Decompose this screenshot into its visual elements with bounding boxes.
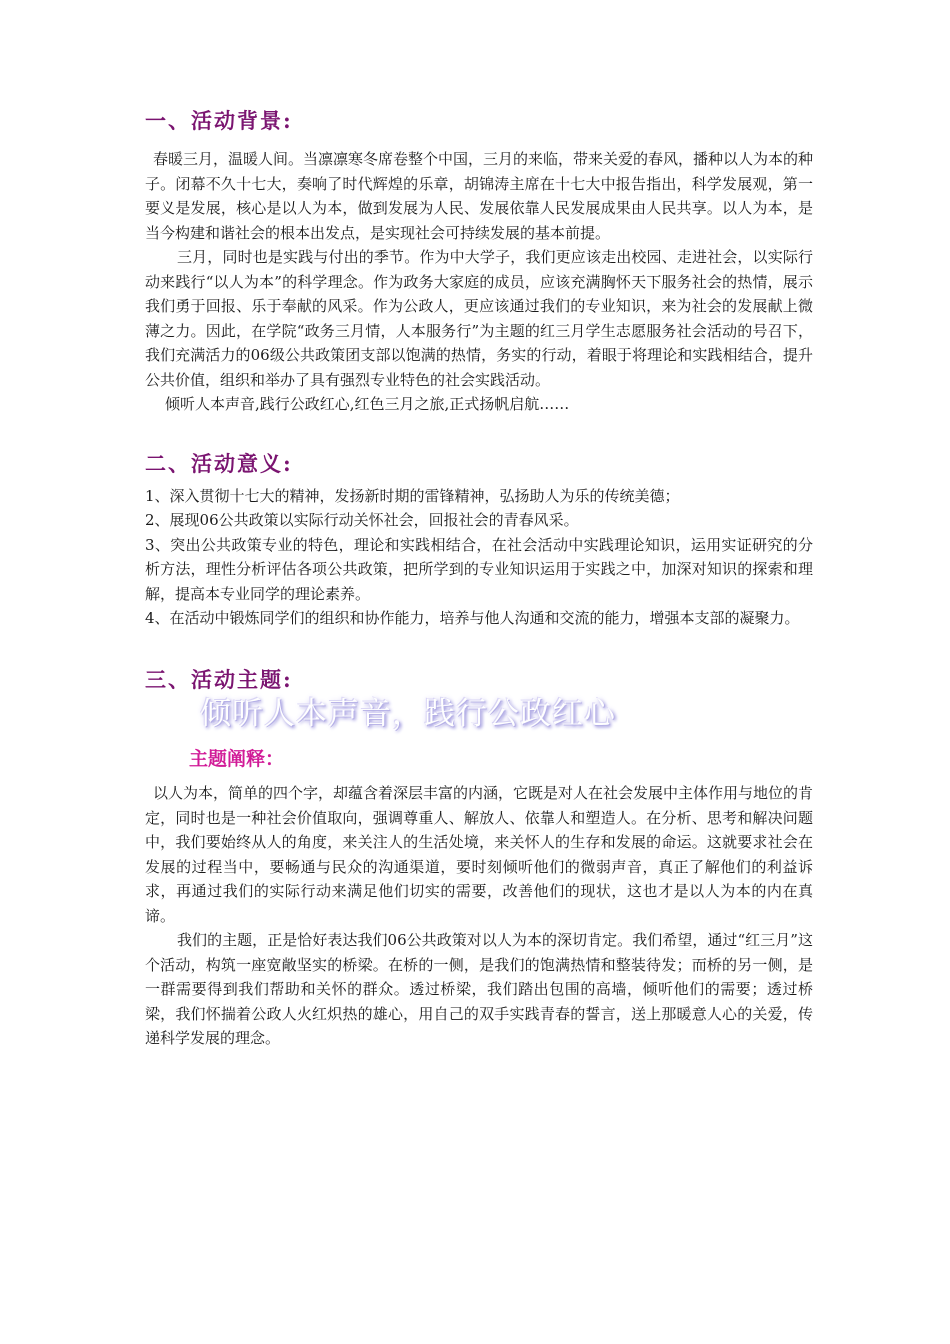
significance-item-2: 2、展现06公共政策以实际行动关怀社会，回报社会的青春风采。 [145,511,579,530]
section-heading-significance: 二、活动意义: [145,450,293,476]
theme-paragraph-2: 我们的主题，正是恰好表达我们06公共政策对以人为本的深切肯定。我们希望，通过“红三月”这个活动，构筑一座宽敞坚实的桥梁。在桥的一侧，是我们的饱满热情和整装待发；而桥的另一侧，是一群需要得到我们帮助和关怀的群众。透过桥梁，我们踏出包围的高墙，倾听他们的需要；透过桥梁，我们怀揣着公政人火红炽热的雄心，用自己的双手实践青春的誓言，送上那暖意人心的关爱，传递科学发展的理念。 [145,931,813,1048]
background-paragraph-3: 倾听人本声音,践行公政红心,红色三月之旅,正式扬帆启航…… [165,395,570,414]
section-heading-theme: 三、活动主题: [145,666,293,692]
background-paragraph-1: 春暖三月，温暖人间。当凛凛寒冬席卷整个中国，三月的来临，带来关爱的春风，播种以人为本的种子。闭幕不久十七大，奏响了时代辉煌的乐章，胡锦涛主席在十七大中报告指出，科学发展观，第一要义是发展，核心是以人为本，做到发展为人民、发展依靠人民发展成果由人民共享。以人为本，是当今构建和谐社会的根本出发点，是实现社会可持续发展的基本前提。 [145,150,814,242]
significance-item-1: 1、深入贯彻十七大的精神，发扬新时期的雷锋精神，弘扬助人为乐的传统美德； [145,486,680,505]
theme-banner: 倾听人本声音，践行公政红心 [200,696,616,733]
document-page [145,108,813,1051]
theme-paragraph-1: 以人为本，简单的四个字，却蕴含着深层丰富的内涵，它既是对人在社会发展中主体作用与地位的肯定，同时也是一种社会价值取向，强调尊重人、解放人、依靠人和塑造人。在分析、思考和解决问题中，我们要始终从人的角度，来关注人的生活处境，来关怀人的生存和发展的命运。这就要求社会在发展的过程当中，要畅通与民众的沟通渠道，要时刻倾听他们的微弱声音，真正了解他们的利益诉求，再通过我们的实际行动来满足他们切实的需要，改善他们的现状，这也才是以人为本的内在真谛。 [145,784,814,925]
theme-explanation-heading: 主题阐释： [189,748,285,771]
significance-item-3: 3、突出公共政策专业的特色，理论和实践相结合，在社会活动中实践理论知识，运用实证研究的分析方法，理性分析评估各项公共政策，把所学到的专业知识运用于实践之中，加深对知识的探索和理解，提高本专业同学的理论素养。 [145,535,813,603]
section-heading-background: 一、活动背景: [145,108,293,133]
significance-item-4: 4、在活动中锻炼同学们的组织和协作能力，培养与他人沟通和交流的能力，增强本支部的凝聚力。 [145,609,800,628]
background-paragraph-2: 三月，同时也是实践与付出的季节。作为中大学子，我们更应该走出校园、走进社会，以实际行动来践行“以人为本”的科学理念。作为政务大家庭的成员，应该充满胸怀天下服务社会的热情，展示我们勇于回报、乐于奉献的风采。作为公政人，更应该通过我们的专业知识，来为社会的发展献上微薄之力。因此，在学院“政务三月情，人本服务行”为主题的红三月学生志愿服务社会活动的号召下，我们充满活力的06级公共政策团支部以饱满的热情，务实的行动，着眼于将理论和实践相结合，提升公共价值，组织和举办了具有强烈专业特色的社会实践活动。 [145,248,813,389]
